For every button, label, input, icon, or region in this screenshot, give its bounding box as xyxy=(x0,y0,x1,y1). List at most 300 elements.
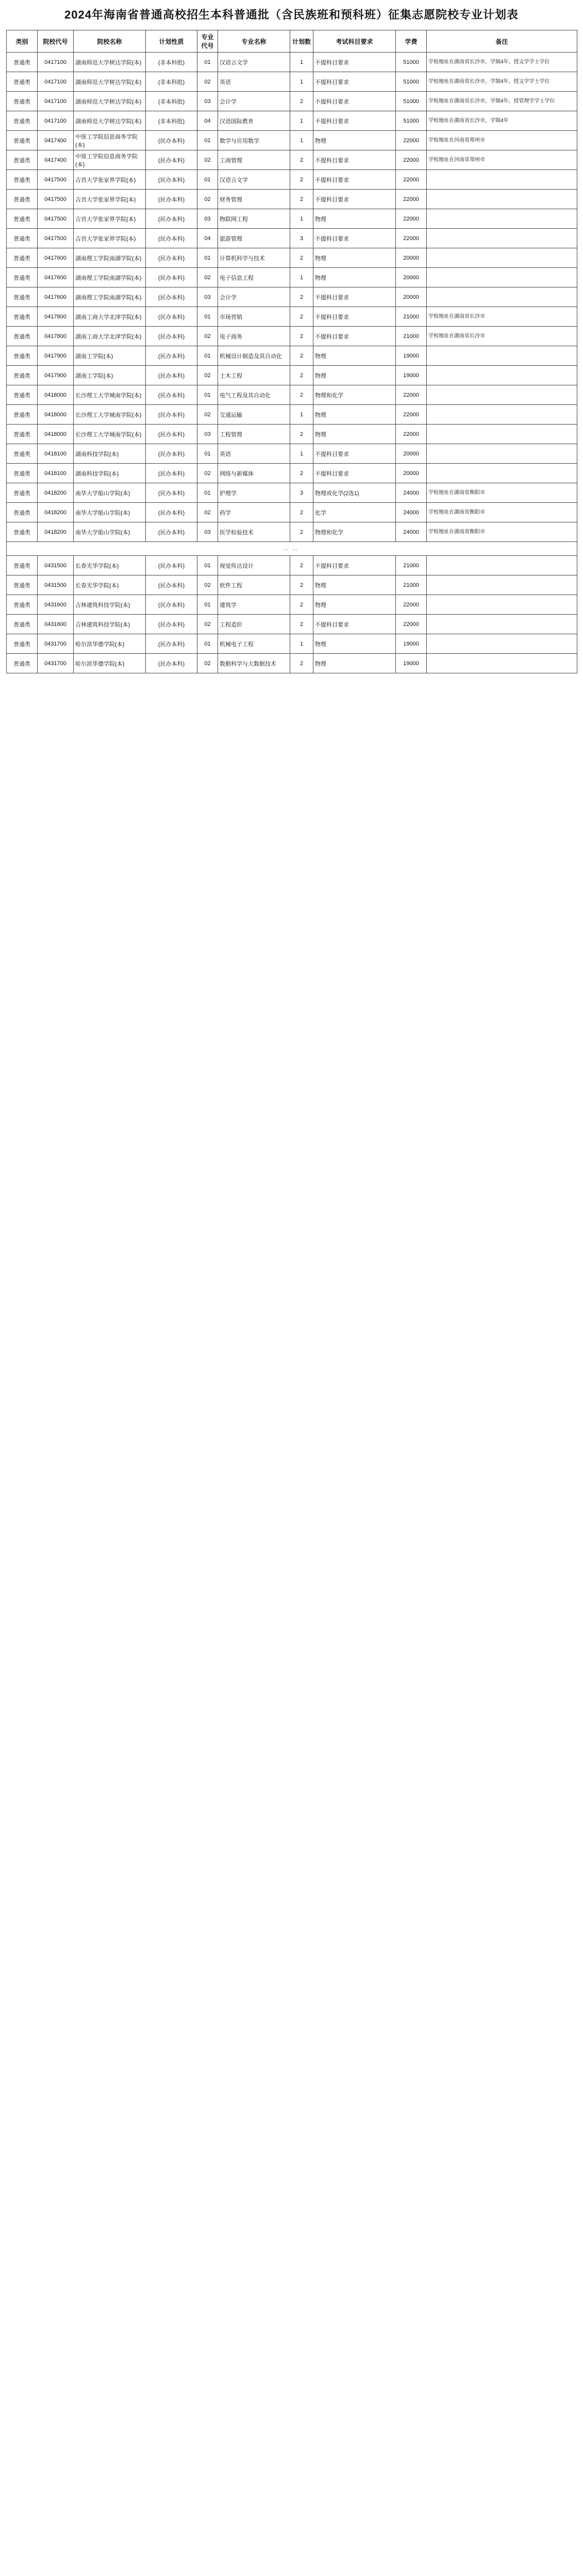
cell-school-name: 长春光华学院(本) xyxy=(74,575,146,595)
cell-notes: 学校地址在湖南省长沙市，学制4年 xyxy=(427,111,577,131)
cell-category: 普通类 xyxy=(7,268,38,287)
cell-plan-type: (民办本科) xyxy=(146,366,197,385)
cell-subject-req: 不提科目要求 xyxy=(313,464,396,483)
header-school-name: 院校名称 xyxy=(74,30,146,53)
cell-category: 普通类 xyxy=(7,287,38,307)
cell-tuition: 24000 xyxy=(396,503,427,522)
table-row xyxy=(7,111,577,131)
cell-tuition: 20000 xyxy=(396,464,427,483)
cell-category: 普通类 xyxy=(7,405,38,425)
cell-notes xyxy=(427,405,577,425)
cell-notes xyxy=(427,464,577,483)
cell-major-name: 电气工程及其自动化 xyxy=(218,385,290,405)
cell-tuition: 21000 xyxy=(396,327,427,346)
cell-major-code: 01 xyxy=(197,595,218,615)
cell-school-code: 0431700 xyxy=(38,634,74,654)
cell-subject-req: 不提科目要求 xyxy=(313,287,396,307)
cell-plan-type: (民办本科) xyxy=(146,131,197,150)
cell-major-code: 02 xyxy=(197,575,218,595)
cell-subject-req: 不提科目要求 xyxy=(313,150,396,170)
cell-school-code: 0417500 xyxy=(38,209,74,229)
cell-school-code: 0417100 xyxy=(38,53,74,72)
cell-major-code: 03 xyxy=(197,92,218,111)
cell-plan-type: (民办本科) xyxy=(146,229,197,248)
cell-category: 普通类 xyxy=(7,150,38,170)
cell-category: 普通类 xyxy=(7,209,38,229)
cell-notes xyxy=(427,595,577,615)
cell-school-name: 湖南工商大学北津学院(本) xyxy=(74,307,146,327)
cell-major-name: 电子商务 xyxy=(218,327,290,346)
cell-plan-type: (民办本科) xyxy=(146,503,197,522)
cell-plan-type: (非本科批) xyxy=(146,53,197,72)
header-plan-type: 计划性质 xyxy=(146,30,197,53)
cell-subject-req: 不提科目要求 xyxy=(313,444,396,464)
cell-major-name: 电子信息工程 xyxy=(218,268,290,287)
cell-major-code: 03 xyxy=(197,425,218,444)
cell-tuition: 22000 xyxy=(396,615,427,634)
cell-plan-type: (非本科批) xyxy=(146,72,197,92)
cell-tuition: 22000 xyxy=(396,229,427,248)
cell-major-name: 工程管理 xyxy=(218,425,290,444)
cell-notes xyxy=(427,248,577,268)
cell-plan-type: (民办本科) xyxy=(146,483,197,503)
cell-notes xyxy=(427,346,577,366)
cell-school-code: 0418100 xyxy=(38,444,74,464)
cell-subject-req: 不提科目要求 xyxy=(313,170,396,190)
cell-major-name: 机械电子工程 xyxy=(218,634,290,654)
cell-tuition: 21000 xyxy=(396,575,427,595)
cell-tuition: 22000 xyxy=(396,170,427,190)
cell-category: 普通类 xyxy=(7,556,38,575)
cell-tuition: 22000 xyxy=(396,209,427,229)
cell-category: 普通类 xyxy=(7,170,38,190)
cell-school-name: 长沙理工大学城南学院(本) xyxy=(74,405,146,425)
cell-school-name: 湖南师范大学树达学院(本) xyxy=(74,92,146,111)
table-row xyxy=(7,654,577,673)
cell-plan-count: 2 xyxy=(290,190,313,209)
cell-plan-type: (民办本科) xyxy=(146,385,197,405)
cell-plan-count: 1 xyxy=(290,72,313,92)
table-row xyxy=(7,53,577,72)
cell-school-name: 湖南理工学院南湖学院(本) xyxy=(74,248,146,268)
cell-school-name: 哈尔滨华德学院(本) xyxy=(74,654,146,673)
cell-plan-count: 2 xyxy=(290,92,313,111)
cell-tuition: 24000 xyxy=(396,483,427,503)
cell-tuition: 20000 xyxy=(396,444,427,464)
cell-school-code: 0417100 xyxy=(38,72,74,92)
cell-category: 普通类 xyxy=(7,248,38,268)
cell-major-name: 汉语言文学 xyxy=(218,170,290,190)
header-category: 类别 xyxy=(7,30,38,53)
cell-notes: 学校地址在湖南省长沙市，学制4年，授文学学士学位 xyxy=(427,53,577,72)
cell-plan-type: (民办本科) xyxy=(146,522,197,542)
table-row xyxy=(7,483,577,503)
cell-school-code: 0431500 xyxy=(38,575,74,595)
cell-school-code: 0418200 xyxy=(38,483,74,503)
cell-subject-req: 不提科目要求 xyxy=(313,615,396,634)
cell-major-name: 药学 xyxy=(218,503,290,522)
cell-school-code: 0417500 xyxy=(38,229,74,248)
cell-plan-type: (民办本科) xyxy=(146,654,197,673)
cell-notes xyxy=(427,209,577,229)
cell-major-name: 汉语言文学 xyxy=(218,53,290,72)
cell-tuition: 22000 xyxy=(396,405,427,425)
cell-school-name: 湖南师范大学树达学院(本) xyxy=(74,72,146,92)
cell-major-name: 财务管理 xyxy=(218,190,290,209)
cell-plan-count: 1 xyxy=(290,634,313,654)
header-school-code: 院校代号 xyxy=(38,30,74,53)
cell-plan-type: (民办本科) xyxy=(146,190,197,209)
cell-tuition: 19000 xyxy=(396,634,427,654)
cell-school-name: 湖南科技学院(本) xyxy=(74,444,146,464)
cell-school-name: 湖南理工学院南湖学院(本) xyxy=(74,268,146,287)
cell-major-code: 01 xyxy=(197,53,218,72)
cell-notes xyxy=(427,170,577,190)
cell-notes: 学校地址在湖南省长沙市 xyxy=(427,307,577,327)
cell-category: 普通类 xyxy=(7,575,38,595)
cell-school-code: 0417400 xyxy=(38,150,74,170)
cell-major-code: 01 xyxy=(197,346,218,366)
cell-school-name: 湖南工商大学北津学院(本) xyxy=(74,327,146,346)
cell-subject-req: 物理和化学 xyxy=(313,385,396,405)
cell-tuition: 51000 xyxy=(396,53,427,72)
cell-category: 普通类 xyxy=(7,111,38,131)
cell-plan-count: 2 xyxy=(290,150,313,170)
table-row xyxy=(7,634,577,654)
cell-major-name: 英语 xyxy=(218,72,290,92)
table-row xyxy=(7,327,577,346)
cell-major-code: 03 xyxy=(197,287,218,307)
cell-major-code: 01 xyxy=(197,556,218,575)
cell-school-code: 0417900 xyxy=(38,346,74,366)
cell-notes xyxy=(427,654,577,673)
cell-school-code: 0417500 xyxy=(38,170,74,190)
cell-notes xyxy=(427,268,577,287)
cell-major-name: 交通运输 xyxy=(218,405,290,425)
cell-major-code: 02 xyxy=(197,615,218,634)
cell-major-code: 01 xyxy=(197,444,218,464)
table-row xyxy=(7,209,577,229)
cell-plan-count: 2 xyxy=(290,327,313,346)
cell-category: 普通类 xyxy=(7,131,38,150)
cell-plan-type: (民办本科) xyxy=(146,615,197,634)
cell-category: 普通类 xyxy=(7,425,38,444)
cell-major-code: 01 xyxy=(197,307,218,327)
cell-subject-req: 物理 xyxy=(313,425,396,444)
cell-plan-type: (民办本科) xyxy=(146,268,197,287)
table-row xyxy=(7,385,577,405)
cell-notes xyxy=(427,575,577,595)
cell-plan-type: (民办本科) xyxy=(146,444,197,464)
cell-plan-type: (民办本科) xyxy=(146,307,197,327)
cell-category: 普通类 xyxy=(7,229,38,248)
table-row xyxy=(7,615,577,634)
cell-major-name: 护理学 xyxy=(218,483,290,503)
header-plan-count: 计划数 xyxy=(290,30,313,53)
cell-major-name: 建筑学 xyxy=(218,595,290,615)
cell-tuition: 22000 xyxy=(396,190,427,209)
cell-notes xyxy=(427,556,577,575)
cell-notes xyxy=(427,444,577,464)
cell-plan-type: (民办本科) xyxy=(146,287,197,307)
cell-tuition: 19000 xyxy=(396,346,427,366)
plan-table xyxy=(6,30,577,673)
cell-notes: 学校地址在湖南省长沙市，学制4年，授管理学学士学位 xyxy=(427,92,577,111)
cell-subject-req: 不提科目要求 xyxy=(313,72,396,92)
cell-major-code: 04 xyxy=(197,111,218,131)
cell-school-code: 0418000 xyxy=(38,405,74,425)
table-row xyxy=(7,268,577,287)
cell-notes: 学校地址在湖南省长沙市 xyxy=(427,327,577,346)
cell-school-name: 长沙理工大学城南学院(本) xyxy=(74,385,146,405)
cell-notes: 学校地址在湖南省衡阳市 xyxy=(427,483,577,503)
table-header-row xyxy=(7,30,577,53)
cell-major-name: 会计学 xyxy=(218,92,290,111)
cell-plan-type: (非本科批) xyxy=(146,92,197,111)
cell-school-code: 0418000 xyxy=(38,425,74,444)
cell-category: 普通类 xyxy=(7,464,38,483)
cell-subject-req: 物理 xyxy=(313,248,396,268)
cell-major-code: 03 xyxy=(197,209,218,229)
cell-notes: 学校地址在河南省郑州市 xyxy=(427,131,577,150)
cell-notes: 学校地址在湖南省长沙市，学制4年，授文学学士学位 xyxy=(427,72,577,92)
cell-major-name: 数据科学与大数据技术 xyxy=(218,654,290,673)
cell-school-code: 0417800 xyxy=(38,327,74,346)
table-row xyxy=(7,405,577,425)
cell-subject-req: 物理 xyxy=(313,405,396,425)
cell-major-name: 计算机科学与技术 xyxy=(218,248,290,268)
cell-plan-type: (民办本科) xyxy=(146,556,197,575)
table-row xyxy=(7,229,577,248)
table-row xyxy=(7,425,577,444)
cell-major-name: 物联网工程 xyxy=(218,209,290,229)
cell-school-code: 0431600 xyxy=(38,595,74,615)
cell-tuition: 22000 xyxy=(396,131,427,150)
cell-notes xyxy=(427,425,577,444)
cell-plan-type: (民办本科) xyxy=(146,595,197,615)
cell-major-code: 02 xyxy=(197,464,218,483)
cell-major-name: 工程造价 xyxy=(218,615,290,634)
cell-school-name: 湖南理工学院南湖学院(本) xyxy=(74,287,146,307)
cell-school-name: 吉首大学张家界学院(本) xyxy=(74,229,146,248)
table-row xyxy=(7,503,577,522)
cell-plan-type: (民办本科) xyxy=(146,634,197,654)
cell-tuition: 51000 xyxy=(396,111,427,131)
cell-plan-type: (民办本科) xyxy=(146,346,197,366)
cell-school-name: 吉首大学张家界学院(本) xyxy=(74,170,146,190)
cell-tuition: 20000 xyxy=(396,268,427,287)
table-body xyxy=(7,53,577,673)
header-subject-req: 考试科目要求 xyxy=(313,30,396,53)
cell-category: 普通类 xyxy=(7,385,38,405)
cell-plan-type: (民办本科) xyxy=(146,327,197,346)
cell-plan-type: (民办本科) xyxy=(146,425,197,444)
cell-plan-count: 2 xyxy=(290,522,313,542)
cell-category: 普通类 xyxy=(7,483,38,503)
cell-school-code: 0431700 xyxy=(38,654,74,673)
cell-school-name: 中原工学院信息商务学院(本) xyxy=(74,150,146,170)
header-major-code: 专业代号 xyxy=(197,30,218,53)
table-row xyxy=(7,248,577,268)
cell-school-name: 长春光华学院(本) xyxy=(74,556,146,575)
cell-school-code: 0417800 xyxy=(38,307,74,327)
cell-plan-count: 2 xyxy=(290,615,313,634)
table-row xyxy=(7,131,577,150)
cell-tuition: 21000 xyxy=(396,307,427,327)
cell-major-code: 02 xyxy=(197,654,218,673)
table-row xyxy=(7,150,577,170)
cell-major-code: 03 xyxy=(197,522,218,542)
cell-major-code: 02 xyxy=(197,405,218,425)
cell-plan-count: 2 xyxy=(290,556,313,575)
cell-subject-req: 物理 xyxy=(313,346,396,366)
cell-subject-req: 物理 xyxy=(313,131,396,150)
cell-plan-count: 3 xyxy=(290,229,313,248)
table-row xyxy=(7,556,577,575)
cell-major-code: 02 xyxy=(197,327,218,346)
cell-school-code: 0417400 xyxy=(38,131,74,150)
cell-tuition: 19000 xyxy=(396,366,427,385)
cell-tuition: 21000 xyxy=(396,556,427,575)
table-row xyxy=(7,444,577,464)
cell-major-name: 机械设计制造及其自动化 xyxy=(218,346,290,366)
cell-plan-count: 2 xyxy=(290,464,313,483)
cell-category: 普通类 xyxy=(7,307,38,327)
cell-category: 普通类 xyxy=(7,346,38,366)
table-row xyxy=(7,92,577,111)
cell-school-code: 0431500 xyxy=(38,556,74,575)
table-row xyxy=(7,307,577,327)
cell-school-code: 0417600 xyxy=(38,268,74,287)
cell-school-name: 湖南师范大学树达学院(本) xyxy=(74,111,146,131)
cell-plan-type: (民办本科) xyxy=(146,209,197,229)
cell-major-code: 02 xyxy=(197,72,218,92)
cell-school-name: 中原工学院信息商务学院(本) xyxy=(74,131,146,150)
cell-plan-count: 3 xyxy=(290,483,313,503)
cell-school-code: 0418100 xyxy=(38,464,74,483)
cell-plan-count: 2 xyxy=(290,170,313,190)
table-row xyxy=(7,190,577,209)
cell-plan-count: 2 xyxy=(290,307,313,327)
cell-major-code: 01 xyxy=(197,248,218,268)
cell-plan-type: (民办本科) xyxy=(146,150,197,170)
cell-subject-req: 物理 xyxy=(313,575,396,595)
cell-school-name: 湖南师范大学树达学院(本) xyxy=(74,53,146,72)
cell-major-name: 土木工程 xyxy=(218,366,290,385)
cell-plan-count: 1 xyxy=(290,444,313,464)
cell-school-name: 吉林建筑科技学院(本) xyxy=(74,595,146,615)
cell-notes xyxy=(427,615,577,634)
cell-major-name: 软件工程 xyxy=(218,575,290,595)
cell-major-code: 01 xyxy=(197,131,218,150)
cell-category: 普通类 xyxy=(7,327,38,346)
cell-subject-req: 物理或化学(2选1) xyxy=(313,483,396,503)
cell-plan-count: 2 xyxy=(290,575,313,595)
cell-major-code: 02 xyxy=(197,190,218,209)
cell-school-name: 湖南科技学院(本) xyxy=(74,464,146,483)
cell-major-code: 01 xyxy=(197,385,218,405)
cell-notes: 学校地址在河南省郑州市 xyxy=(427,150,577,170)
cell-plan-count: 2 xyxy=(290,287,313,307)
cell-plan-type: (民办本科) xyxy=(146,170,197,190)
cell-tuition: 19000 xyxy=(396,654,427,673)
cell-plan-count: 1 xyxy=(290,131,313,150)
table-row xyxy=(7,170,577,190)
cell-tuition: 51000 xyxy=(396,92,427,111)
cell-category: 普通类 xyxy=(7,522,38,542)
cell-plan-count: 2 xyxy=(290,654,313,673)
cell-plan-type: (民办本科) xyxy=(146,575,197,595)
cell-notes xyxy=(427,229,577,248)
cell-major-code: 01 xyxy=(197,483,218,503)
cell-school-name: 湖南工学院(本) xyxy=(74,366,146,385)
cell-major-name: 汉语国际教育 xyxy=(218,111,290,131)
cell-notes xyxy=(427,385,577,405)
cell-tuition: 22000 xyxy=(396,150,427,170)
ellipsis-cell: …… xyxy=(7,542,577,556)
cell-major-code: 02 xyxy=(197,268,218,287)
cell-major-code: 02 xyxy=(197,503,218,522)
page-title: 2024年海南省普通高校招生本科普通批（含民族班和预科班）征集志愿院校专业计划表 xyxy=(64,8,519,21)
table-row xyxy=(7,366,577,385)
table-row xyxy=(7,72,577,92)
cell-plan-type: (民办本科) xyxy=(146,248,197,268)
cell-plan-count: 1 xyxy=(290,111,313,131)
cell-subject-req: 物理 xyxy=(313,268,396,287)
cell-subject-req: 物理 xyxy=(313,366,396,385)
cell-category: 普通类 xyxy=(7,72,38,92)
cell-major-name: 英语 xyxy=(218,444,290,464)
cell-school-name: 吉林建筑科技学院(本) xyxy=(74,615,146,634)
cell-subject-req: 物理 xyxy=(313,654,396,673)
cell-school-name: 吉首大学张家界学院(本) xyxy=(74,190,146,209)
cell-major-name: 医学检验技术 xyxy=(218,522,290,542)
cell-plan-count: 2 xyxy=(290,366,313,385)
table-ellipsis-row xyxy=(7,542,577,556)
cell-subject-req: 不提科目要求 xyxy=(313,327,396,346)
cell-plan-count: 2 xyxy=(290,595,313,615)
table-row xyxy=(7,522,577,542)
header-tuition: 学费 xyxy=(396,30,427,53)
cell-school-name: 吉首大学张家界学院(本) xyxy=(74,209,146,229)
cell-major-name: 市场营销 xyxy=(218,307,290,327)
cell-plan-count: 1 xyxy=(290,268,313,287)
cell-major-name: 工商管理 xyxy=(218,150,290,170)
cell-school-code: 0417100 xyxy=(38,111,74,131)
cell-plan-count: 2 xyxy=(290,425,313,444)
cell-school-code: 0418200 xyxy=(38,522,74,542)
cell-tuition: 22000 xyxy=(396,425,427,444)
cell-tuition: 22000 xyxy=(396,595,427,615)
cell-category: 普通类 xyxy=(7,634,38,654)
cell-plan-count: 2 xyxy=(290,346,313,366)
cell-school-code: 0418200 xyxy=(38,503,74,522)
table-row xyxy=(7,595,577,615)
cell-school-name: 湖南工学院(本) xyxy=(74,346,146,366)
cell-plan-count: 1 xyxy=(290,405,313,425)
cell-major-code: 01 xyxy=(197,170,218,190)
cell-subject-req: 不提科目要求 xyxy=(313,111,396,131)
cell-school-name: 哈尔滨华德学院(本) xyxy=(74,634,146,654)
cell-major-code: 02 xyxy=(197,150,218,170)
cell-school-code: 0431600 xyxy=(38,615,74,634)
cell-category: 普通类 xyxy=(7,190,38,209)
cell-tuition: 24000 xyxy=(396,522,427,542)
cell-plan-count: 1 xyxy=(290,53,313,72)
cell-school-name: 南华大学船山学院(本) xyxy=(74,483,146,503)
cell-notes xyxy=(427,634,577,654)
cell-notes xyxy=(427,287,577,307)
